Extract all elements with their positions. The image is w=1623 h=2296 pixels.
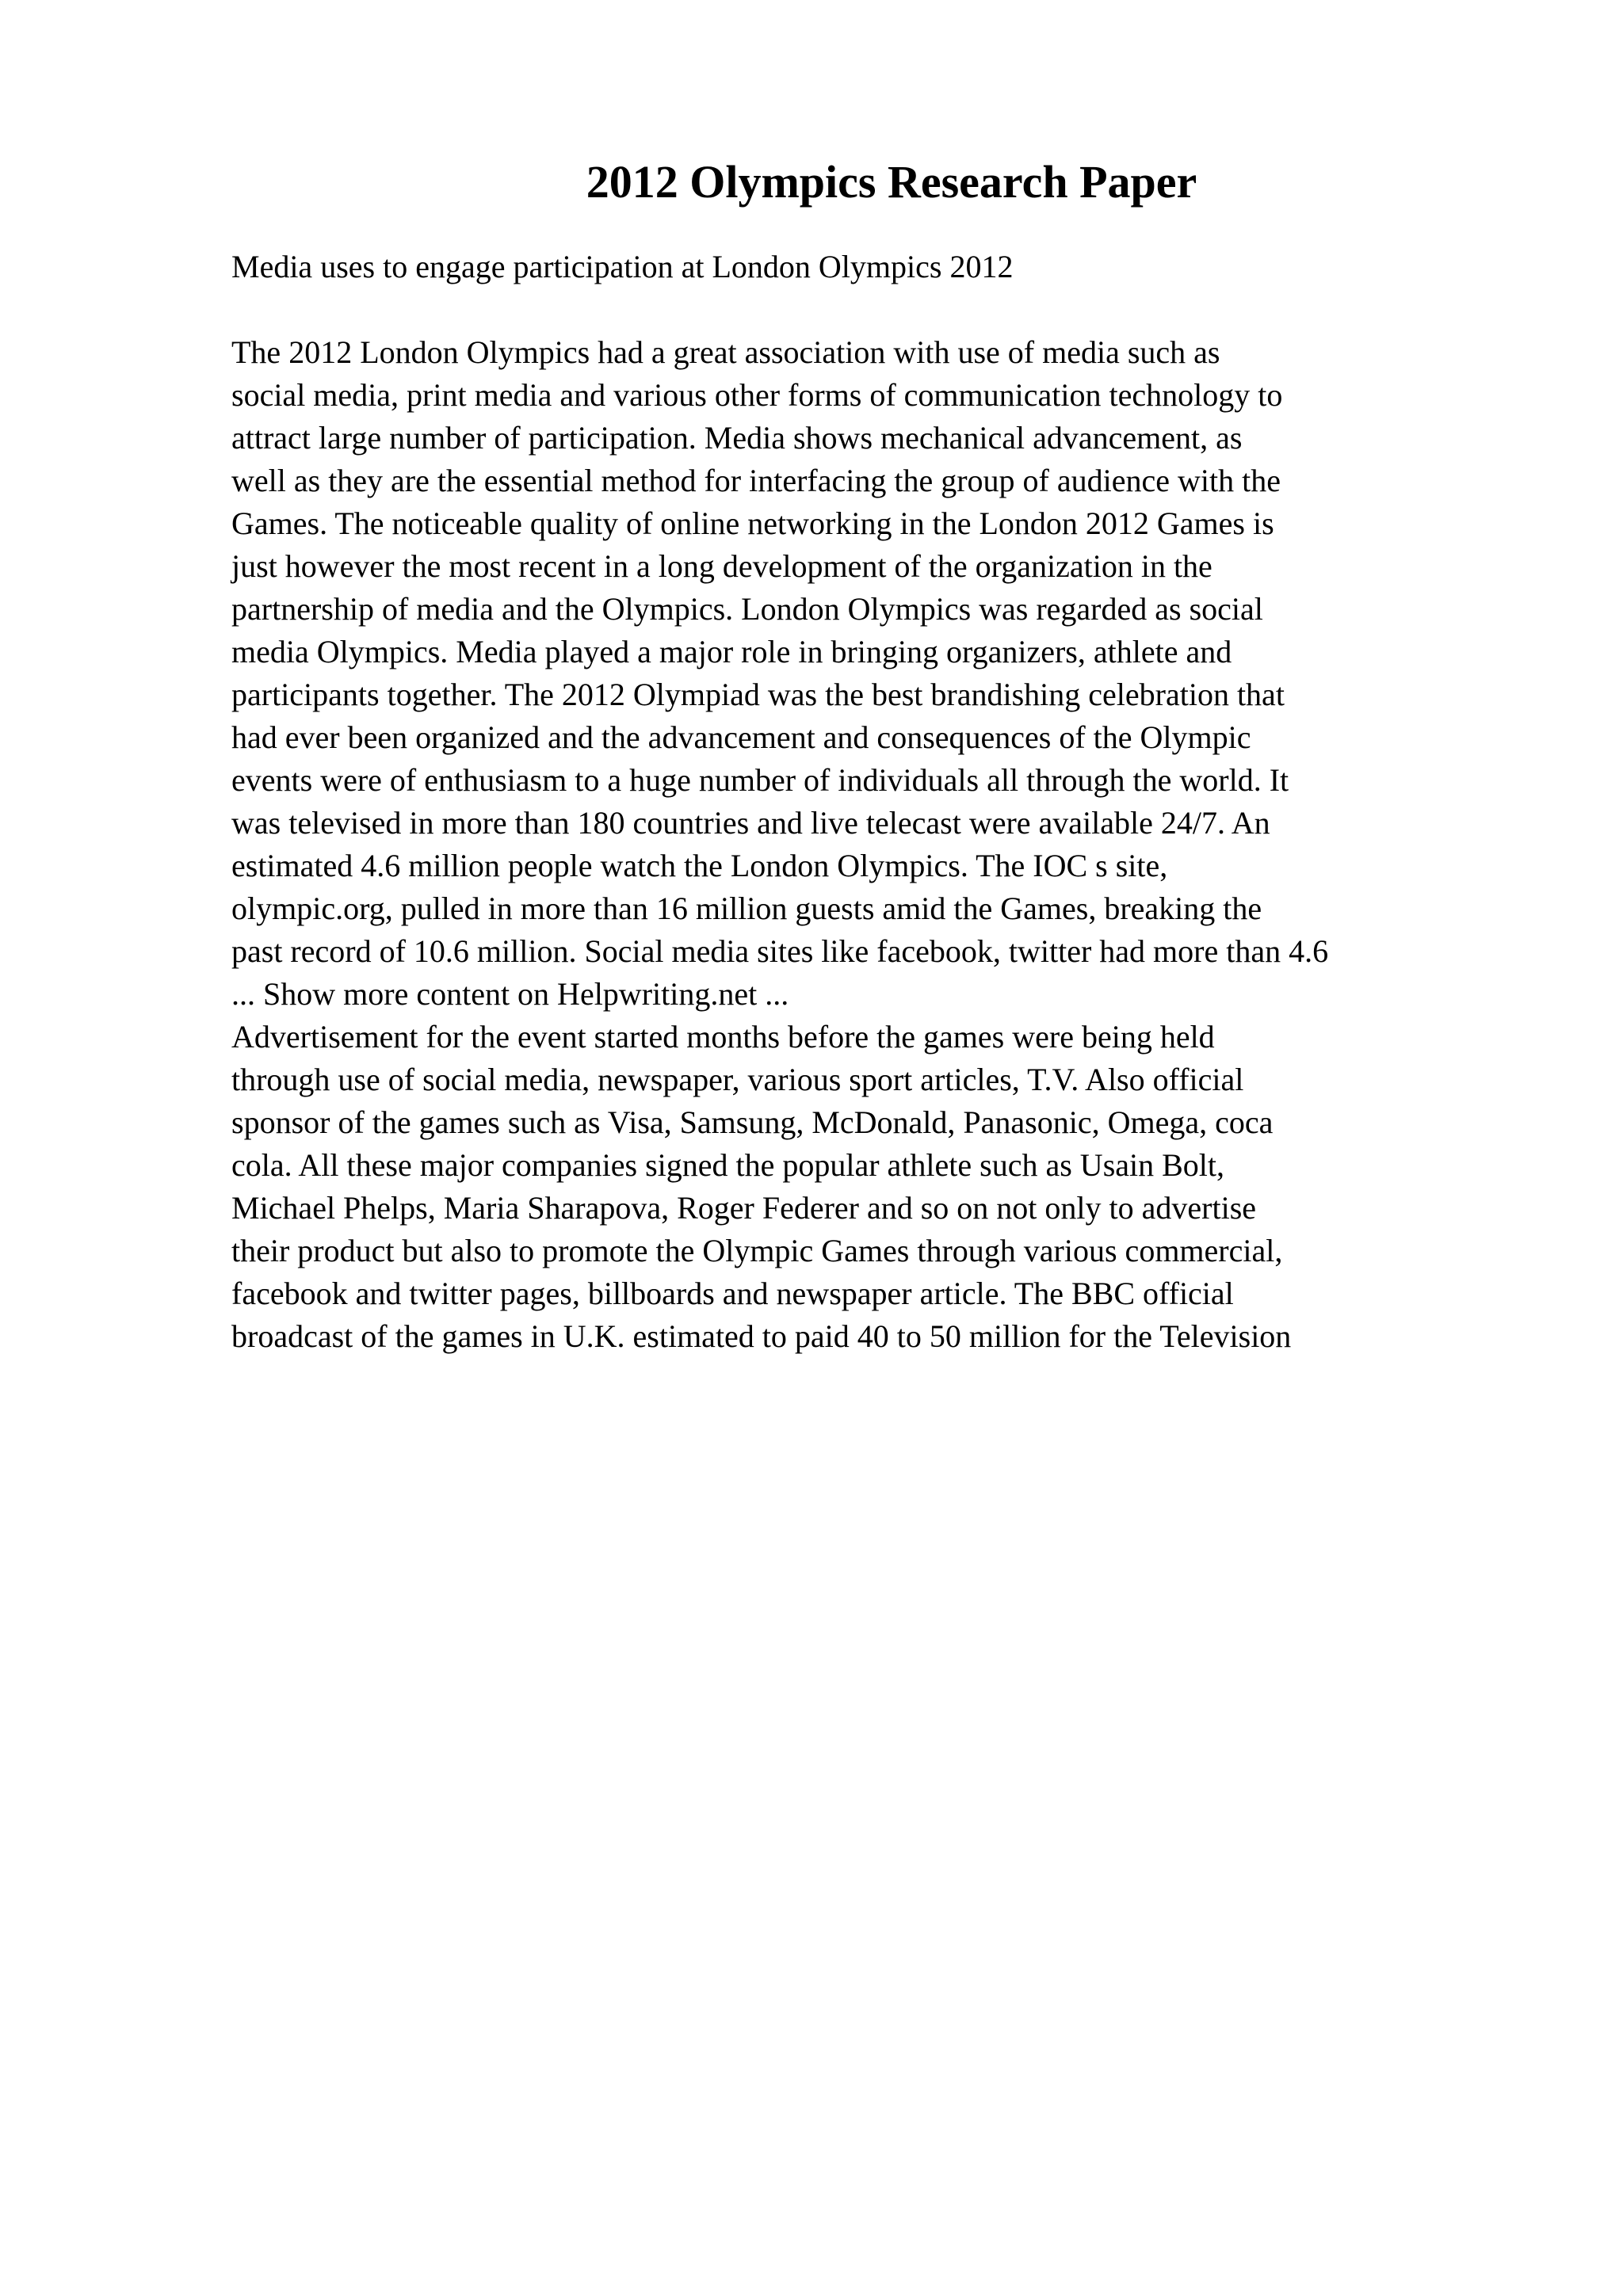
paragraph-line: Games. The noticeable quality of online networking in the London 2012 Games is [231,505,1274,541]
paragraph-line: participants together. The 2012 Olympiad was the best brandishing celebration that [231,677,1285,712]
paragraph-line: broadcast of the games in U.K. estimated to paid 40 to 50 million for the Television [231,1318,1292,1354]
paragraph-line: The 2012 London Olympics had a great association with use of media such as [231,334,1220,370]
paragraph-2 [231,1016,1531,1358]
paragraph-line: through use of social media, newspaper, various sport articles, T.V. Also official [231,1062,1244,1097]
paragraph-line: partnership of media and the Olympics. London Olympics was regarded as social [231,591,1263,627]
paragraph-line: Michael Phelps, Maria Sharapova, Roger Federer and so on not only to advertise [231,1190,1257,1226]
paragraph-line: their product but also to promote the Olympic Games through various commercial, [231,1233,1283,1268]
paragraph-line: sponsor of the games such as Visa, Samsung, McDonald, Panasonic, Omega, coca [231,1104,1274,1140]
paragraph-line: was televised in more than 180 countries and live telecast were available 24/7. An [231,805,1270,841]
paragraph-line: olympic.org, pulled in more than 16 million guests amid the Games, breaking the [231,891,1262,926]
show-more-text: ... Show more content on Helpwriting.net ... [231,976,789,1012]
document-title: 2012 Olympics Research Paper [586,156,1197,208]
paragraph-line: past record of 10.6 million. Social media sites like facebook, twitter had more than 4.6 [231,933,1329,969]
paragraph-1 [231,331,1531,973]
paragraph-line: had ever been organized and the advancement and consequences of the Olympic [231,719,1251,755]
paragraph-line: facebook and twitter pages, billboards and newspaper article. The BBC official [231,1276,1234,1311]
paragraph-line: just however the most recent in a long development of the organization in the [231,548,1212,584]
paragraph-line: social media, print media and various other forms of communication technology to [231,377,1283,413]
paragraph-line: well as they are the essential method for interfacing the group of audience with the [231,463,1281,498]
paragraph-line: media Olympics. Media played a major role in bringing organizers, athlete and [231,634,1232,669]
document-subtitle: Media uses to engage participation at London Olympics 2012 [231,249,1014,284]
paragraph-line: estimated 4.6 million people watch the London Olympics. The IOC s site, [231,848,1168,883]
paragraph-line: events were of enthusiasm to a huge number of individuals all through the world. It [231,762,1289,798]
paragraph-line: attract large number of participation. Media shows mechanical advancement, as [231,420,1243,456]
paragraph-line: cola. All these major companies signed the popular athlete such as Usain Bolt, [231,1147,1225,1183]
document-body [231,246,1531,1358]
paragraph-line: Advertisement for the event started months before the games were being held [231,1019,1215,1055]
